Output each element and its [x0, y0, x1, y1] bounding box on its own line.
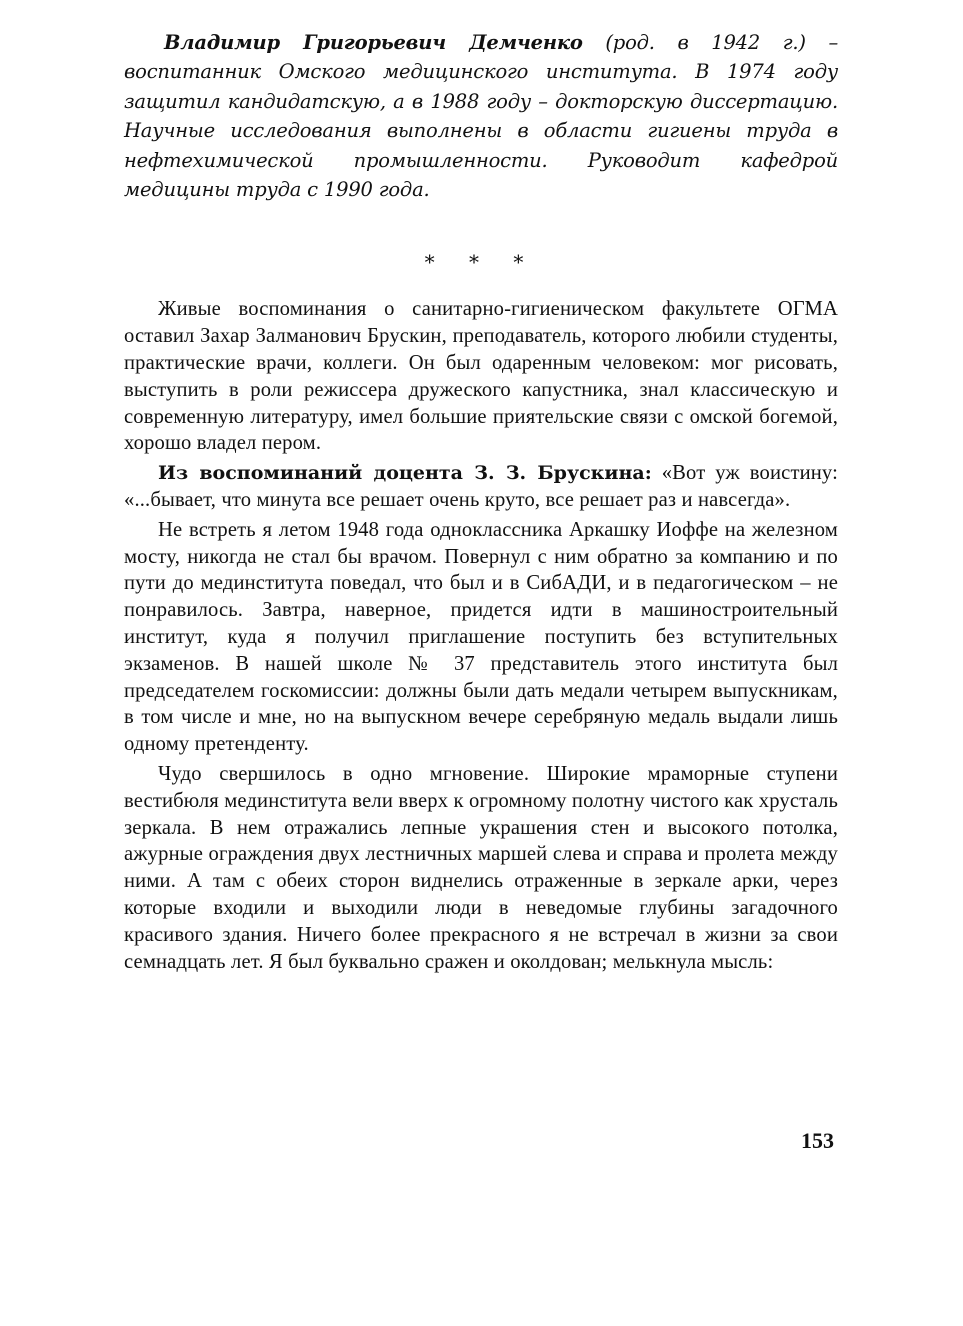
- author-bio: [124, 28, 838, 204]
- paragraph-3: Не встреть я летом 1948 года одноклассника Аркашку Иоффе на железном мосту, никогда не стал бы врачом. Повернул с ним обратно за компанию и по пути до мединститута поведал, что был и в СибАДИ, и в педагогическом – не понравилось. Завтра, наверное, придется идти в машиностроительный институт, куда я получил приглашение поступить без вступительных экзаменов. В нашей школе № 37 представитель этого института был председателем госкомиссии: должны были дать медали четырем выпускникам, в том числе и мне, но на выпускном вечере серебряную медаль выдали лишь одному претенденту.: [124, 518, 838, 756]
- quote-text: «Вот уж воистину: «...бывает, что минута все решает очень круто, все решает раз и навсегда».: [124, 462, 838, 512]
- main-text: [124, 296, 838, 975]
- page-number: 153: [801, 1128, 834, 1153]
- bio-text: (род. в 1942 г.) – воспитанник Омского медицинского института. В 1974 году защитил кандидатскую, а в 1988 году – докторскую диссертацию. Научные исследования выполнены в области гигиены труда в нефтехимической промышленности. Руководит кафедрой медицины труда с 1990 года.: [124, 31, 839, 202]
- section-separator: * * *: [424, 250, 538, 275]
- paragraph-1: Живые воспоминания о санитарно-гигиеническом факультете ОГМА оставил Захар Залманович Брускин, преподаватель, которого любили студенты, практические врачи, коллеги. Он был одаренным человеком: мог рисовать, выступить в роли режиссера дружеского капустника, знал классическую и современную литературу, имел большие приятельские связи с омской богемой, хорошо владел пером.: [124, 298, 838, 455]
- quote-lead: Из воспоминаний доцента З. З. Брускина:: [158, 462, 652, 485]
- bio-author-name: Владимир Григорьевич Демченко: [164, 31, 583, 54]
- book-page: [124, 28, 838, 1298]
- paragraph-4: Чудо свершилось в одно мгновение. Широкие мраморные ступени вестибюля мединститута вели вверх к огромному полотну чистого как хрусталь зеркала. В нем отражались лепные украшения стен и высокого потолка, ажурные ограждения двух лестничных маршей слева и справа и пролета между ними. А там с обеих сторон виднелись отраженные в зеркале арки, через которые входили и выходили люди в неведомые глубины загадочного красивого здания. Ничего более прекрасного я не встречал в жизни за свои семнадцать лет. Я был буквально сражен и околдован; мелькнула мысль:: [124, 762, 838, 973]
- paragraph-2: [124, 460, 838, 514]
